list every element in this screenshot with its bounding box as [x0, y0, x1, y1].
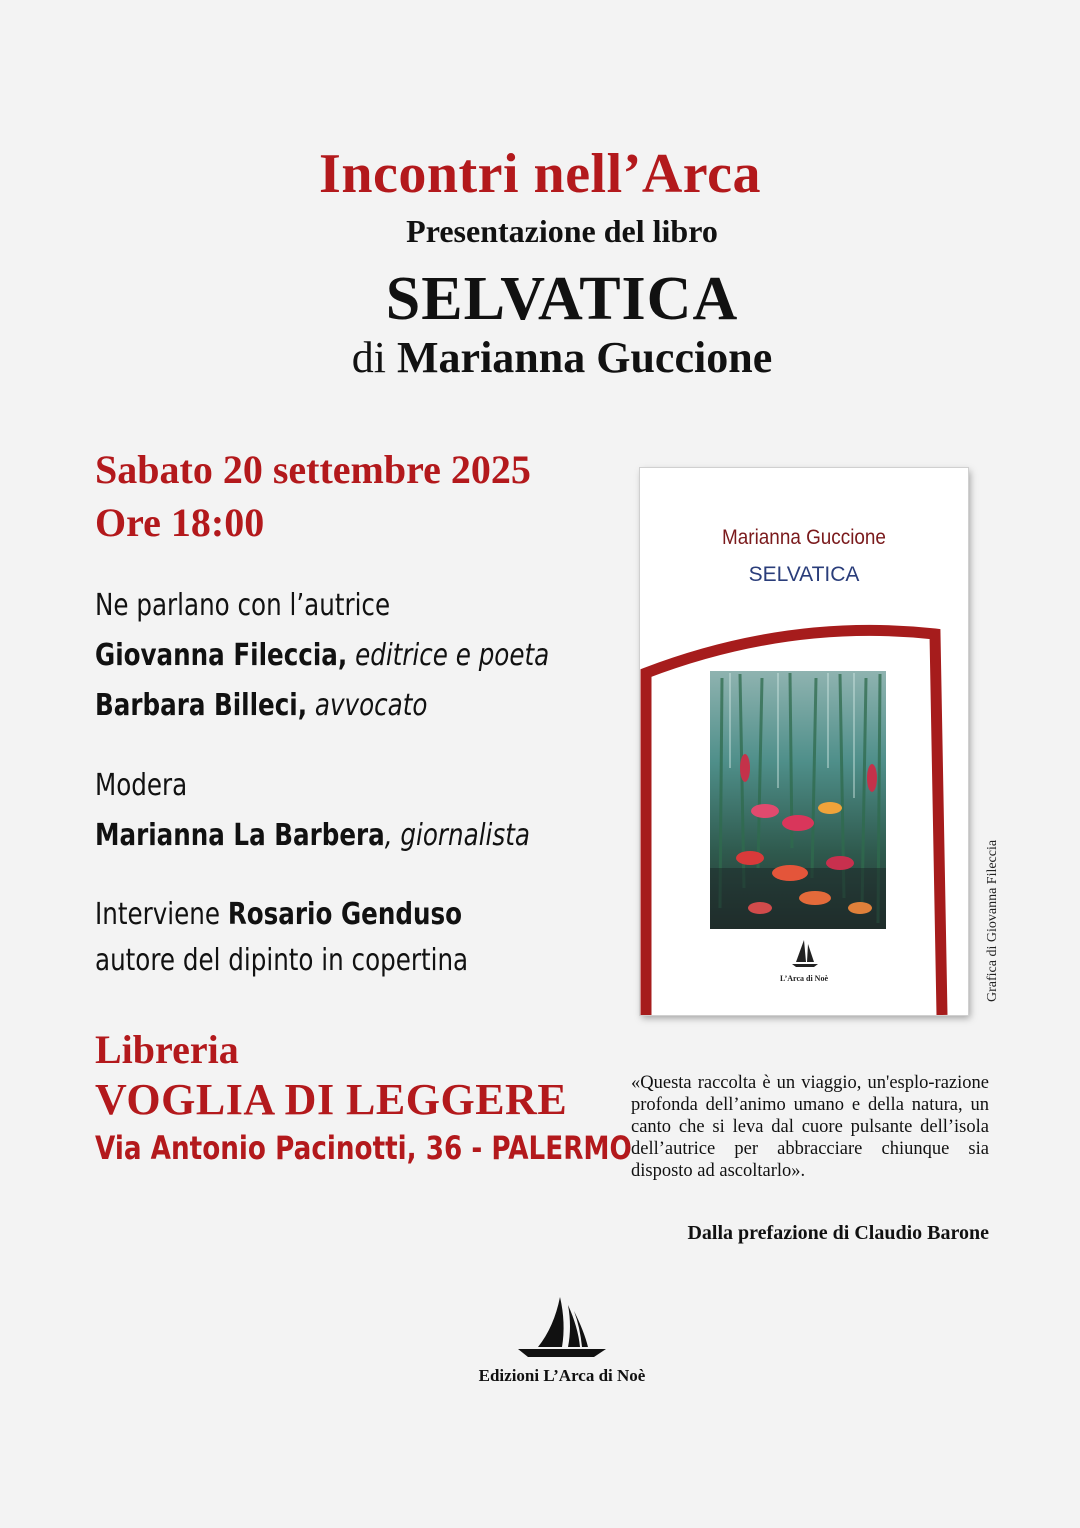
- speakers-intro: Ne parlano con l’autrice: [95, 588, 391, 623]
- cover-publisher: L’Arca di Noè: [780, 974, 828, 983]
- speaker-name: Barbara Billeci,: [95, 688, 308, 723]
- speaker-item: [95, 688, 427, 723]
- guest-name: Rosario Genduso: [227, 897, 463, 932]
- speaker-role: editrice e poeta: [355, 638, 550, 673]
- guest-intro: Interviene: [95, 897, 220, 932]
- moderator-item: [95, 818, 530, 853]
- author-line: [0, 332, 1080, 383]
- venue-label: Libreria: [95, 1027, 239, 1072]
- cover-credit: Grafica di Giovanna Fileccia: [985, 839, 1000, 1002]
- speaker-name: Giovanna Fileccia,: [95, 638, 348, 673]
- quote-source: Dalla prefazione di Claudio Barone: [687, 1222, 989, 1244]
- author-name: Marianna Guccione: [397, 333, 773, 382]
- series-title: Incontri nell’Arca: [319, 143, 761, 205]
- moderator-role: , giornalista: [384, 818, 530, 853]
- publisher-name: Edizioni L’Arca di Noè: [478, 1366, 646, 1385]
- speaker-role: avvocato: [314, 688, 428, 723]
- book-title: SELVATICA: [385, 265, 739, 333]
- author-prefix: di: [351, 333, 387, 382]
- moderator-name: Marianna La Barbera: [95, 818, 385, 853]
- venue-address: Via Antonio Pacinotti, 36 - PALERMO: [95, 1129, 632, 1167]
- venue-name: VOGLIA DI LEGGERE: [95, 1075, 568, 1124]
- event-date: Sabato 20 settembre 2025: [95, 447, 531, 492]
- subtitle: Presentazione del libro: [406, 213, 718, 249]
- cover-title: SELVATICA: [748, 563, 860, 586]
- book-cover: [640, 468, 968, 1015]
- publisher-sail-logo-icon: [514, 1297, 610, 1363]
- guest-item: [95, 897, 462, 932]
- cover-author: Marianna Guccione: [722, 526, 886, 549]
- preface-quote: «Questa raccolta è un viaggio, un'esplo-razione profonda dell’animo umano e della natura, un canto che si leva dal cuore pulsante dell’isola dell’autrice per abbracciare chiunque sia disposto ad ascoltarlo».: [631, 1073, 989, 1181]
- speaker-item: [95, 638, 549, 673]
- cover-artwork: [640, 468, 968, 1015]
- moderator-intro: Modera: [95, 768, 188, 803]
- cover-sail-icon: [792, 940, 818, 967]
- event-time: Ore 18:00: [95, 500, 265, 545]
- guest-note: autore del dipinto in copertina: [95, 943, 469, 978]
